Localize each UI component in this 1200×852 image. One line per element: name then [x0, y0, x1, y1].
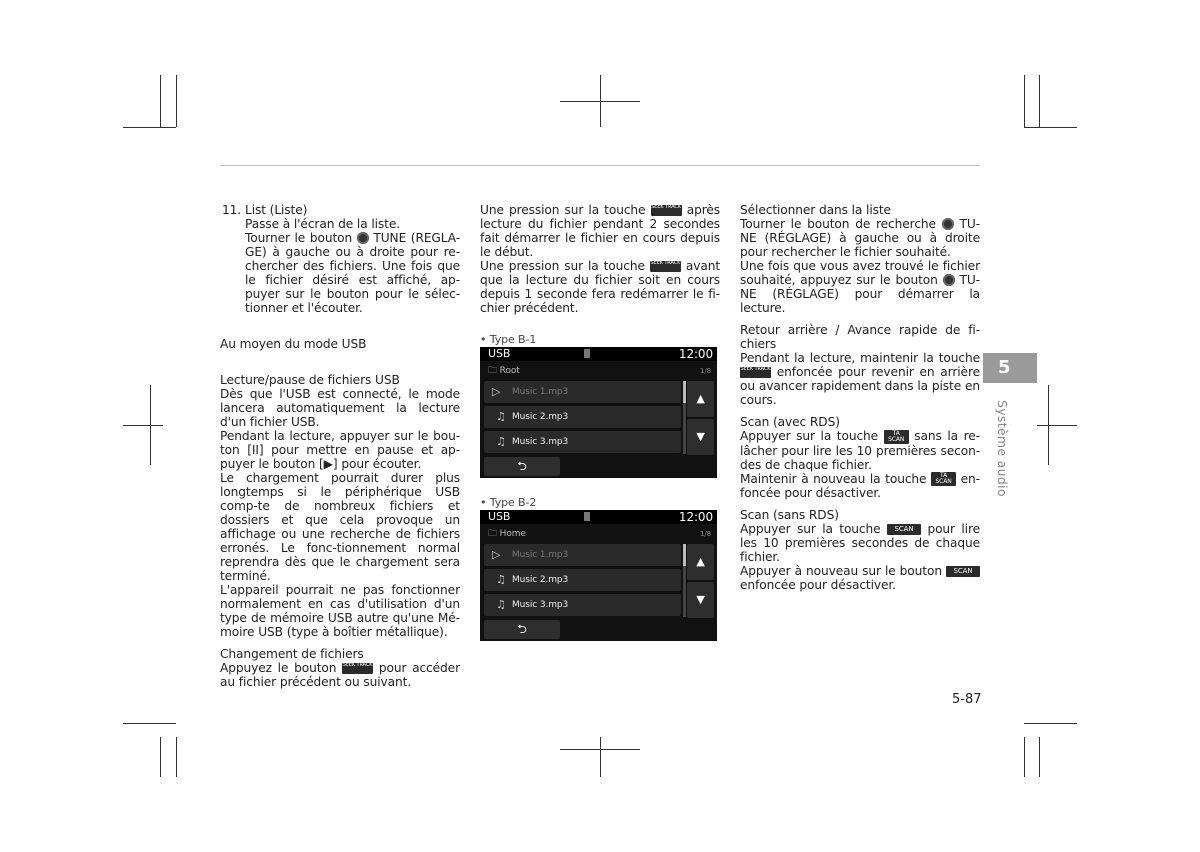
clock: 12:00: [678, 510, 713, 524]
folder-path: 🗀 Root: [488, 366, 520, 376]
usb-screen-b2: [480, 510, 717, 641]
crop-mark: [1024, 75, 1025, 127]
scroll-up-button[interactable]: ▲: [687, 381, 714, 417]
page-number: 5-87: [952, 692, 982, 707]
tune-knob-icon: [357, 232, 369, 244]
figure-label: • Type B-2: [480, 496, 537, 509]
paragraph: [740, 564, 980, 592]
text-b: pour lire les 10 premières secondes de chaque fichier.: [740, 522, 981, 564]
text-b: TU-NE (RÉGLAGE) pour démarrer la lecture.: [740, 273, 980, 315]
paragraph: L'appareil pourrait ne pas fonctionner normalement en cas d'utilisation d'un type de mémoire USB autre qu'une Mé-moire USB (type à boîtier métallique).: [220, 583, 460, 639]
section-title-text: Système audio: [995, 400, 1010, 497]
scan-button-icon: SCAN: [887, 524, 921, 535]
column-right: [740, 203, 980, 592]
back-button[interactable]: ⮌: [484, 457, 560, 476]
paragraph: Pendant la lecture, appuyer sur le bou-ton [II] pour mettre en pause et ap-puyer le bouton [▶] pour écouter.: [220, 429, 460, 471]
music-note-icon: ♫: [496, 410, 506, 423]
text-a: Pendant la lecture, maintenir la touche: [740, 351, 980, 365]
seek-track-button-icon: SEEK TRACK: [342, 663, 373, 674]
folder-path: 🗀 Home: [488, 529, 526, 539]
scrollbar[interactable]: [683, 544, 686, 617]
column-middle: [480, 203, 720, 641]
crop-mark: [600, 737, 601, 777]
item-number: 11.: [222, 203, 242, 217]
text-a: Une fois que vous avez trouvé le fichier souhaité, appuyez sur le bouton: [740, 259, 980, 287]
sub-heading: Retour arrière / Avance rapide de fi-chiers: [740, 323, 980, 351]
item-text-b: TUNE (REGLA-GE) à gauche ou à droite pour re-chercher des fichiers. Une fois que le fichier désiré est affiché, ap-puyer sur le bouton pour le sélec-tionner et l'écouter.: [245, 231, 461, 315]
clock: 12:00: [678, 347, 713, 361]
scroll-down-button[interactable]: ▼: [687, 419, 714, 455]
crop-mark: [1039, 737, 1040, 777]
text-b: sans la re-lâcher pour lire les 10 premières secon-des de chaque fichier.: [740, 429, 980, 472]
paragraph: [740, 351, 980, 407]
play-icon: ▷: [492, 548, 501, 561]
file-count: 1/8: [700, 367, 711, 375]
paragraph: [740, 259, 980, 315]
sub-heading: Sélectionner dans la liste: [740, 203, 891, 217]
paragraph: [220, 661, 460, 689]
text-a: Une pression sur la touche: [480, 203, 646, 217]
play-icon: ▷: [492, 385, 501, 398]
track-name: Music 2.mp3: [512, 412, 569, 422]
item-text-a: Tourner le bouton: [245, 231, 353, 245]
item-line: Passe à l'écran de la liste.: [245, 217, 401, 231]
section-heading: Au moyen du mode USB: [220, 337, 367, 351]
text-b: en-foncée pour désactiver.: [740, 471, 980, 500]
seek-track-button-icon: SEEK TRACK: [650, 261, 681, 272]
text-a: Une pression sur la touche: [480, 259, 645, 273]
back-button[interactable]: ⮌: [484, 620, 560, 639]
sub-heading: Changement de fichiers: [220, 647, 364, 661]
paragraph: [740, 522, 980, 564]
paragraph: [740, 429, 980, 472]
text-b: avant que la lecture du fichier soit en cours depuis 1 seconde fera redémarrer le fi-chier précédent.: [480, 259, 721, 315]
source-label: USB: [488, 510, 511, 523]
scan-button-icon: SCAN: [946, 566, 980, 577]
item-11: [220, 203, 460, 315]
seek-track-button-icon: SEEK TRACK: [740, 367, 771, 378]
music-note-icon: ♫: [496, 435, 506, 448]
scroll-up-button[interactable]: ▲: [687, 544, 714, 580]
paragraph: [740, 472, 980, 501]
list-item[interactable]: [484, 406, 681, 428]
crop-mark: [1024, 737, 1025, 777]
item-text: [245, 231, 460, 315]
text-a: Tourner le bouton de recherche: [740, 217, 936, 231]
track-name: Music 2.mp3: [512, 575, 569, 585]
paragraph: [740, 217, 980, 259]
crop-mark: [160, 737, 161, 777]
track-name: Music 1.mp3: [512, 550, 569, 560]
track-name: Music 3.mp3: [512, 437, 569, 447]
text-a: Appuyez le bouton: [220, 661, 337, 675]
folder-name: Root: [499, 366, 520, 376]
scroll-down-button[interactable]: ▼: [687, 582, 714, 618]
text-b: TU-NE (RÉGLAGE) à gauche ou à droite pour rechercher le fichier souhaité.: [740, 217, 981, 259]
paragraph: [480, 203, 720, 259]
crop-mark: [123, 723, 176, 724]
text-a: Appuyer sur la touche: [740, 429, 879, 443]
list-item[interactable]: [484, 381, 681, 403]
paragraph: [480, 259, 720, 315]
seek-track-button-icon: SEEK TRACK: [651, 205, 682, 216]
folder-name: Home: [499, 529, 526, 539]
crop-mark: [176, 75, 177, 127]
music-note-icon: ♫: [496, 573, 506, 586]
item-title: List (Liste): [245, 203, 308, 217]
list-item[interactable]: [484, 544, 681, 566]
text-b: pour accéder au fichier précédent ou suivant.: [220, 661, 460, 689]
column-left: [220, 203, 460, 689]
crop-mark: [1024, 723, 1077, 724]
list-item[interactable]: [484, 594, 681, 616]
text-b: enfoncée pour revenir en arrière ou avancer rapidement dans la piste en cours.: [740, 365, 981, 407]
list-item[interactable]: [484, 431, 681, 453]
header-rule: [220, 165, 980, 166]
paragraph: Le chargement pourrait durer plus longtemps si le périphérique USB comp-te de nombreux fichiers et dossiers et que cela provoque un affichage ou une recherche de fichiers erronés. Le fonc-tionnement normal reprendra dès que le chargement sera terminé.: [220, 471, 460, 583]
crop-mark: [123, 425, 163, 426]
text-b: après lecture du fichier pendant 2 secondes fait démarrer le fichier en cours depuis le début.: [480, 203, 721, 259]
crop-mark: [1037, 425, 1077, 426]
figure-label: • Type B-1: [480, 333, 537, 346]
file-count: 1/8: [700, 530, 711, 538]
usb-screen-b1: [480, 347, 717, 478]
crop-mark: [123, 127, 176, 128]
tune-knob-icon: [943, 274, 955, 286]
section-title: [996, 400, 1010, 510]
sub-heading: Scan (avec RDS): [740, 415, 840, 429]
crop-mark: [176, 737, 177, 777]
list-item[interactable]: [484, 569, 681, 591]
source-label: USB: [488, 347, 511, 360]
paragraph: Dès que l'USB est connecté, le mode lancera automatiquement la lecture d'un fichier USB.: [220, 387, 460, 429]
crop-mark: [160, 75, 161, 127]
ta-scan-button-icon: TA SCAN: [884, 430, 909, 444]
text-a: Maintenir à nouveau la touche: [740, 471, 927, 486]
sub-heading: Scan (sans RDS): [740, 508, 839, 522]
usb-icon: [584, 512, 590, 521]
track-name: Music 1.mp3: [512, 387, 569, 397]
chapter-tab: 5: [983, 353, 1037, 383]
ta-scan-button-icon: TA SCAN: [931, 472, 956, 486]
crop-mark: [150, 385, 151, 465]
tune-knob-icon: [942, 218, 954, 230]
track-name: Music 3.mp3: [512, 600, 569, 610]
crop-mark: [1039, 75, 1040, 127]
text-a: Appuyer sur la touche: [740, 522, 881, 536]
sub-heading: Lecture/pause de fichiers USB: [220, 373, 400, 387]
usb-icon: [584, 349, 590, 358]
text-a: Appuyer à nouveau sur le bouton: [740, 564, 942, 578]
music-note-icon: ♫: [496, 598, 506, 611]
crop-mark: [1024, 127, 1077, 128]
crop-mark: [600, 75, 601, 127]
crop-mark: [1048, 385, 1049, 465]
scrollbar[interactable]: [683, 381, 686, 454]
text-b: enfoncée pour désactiver.: [740, 578, 896, 592]
